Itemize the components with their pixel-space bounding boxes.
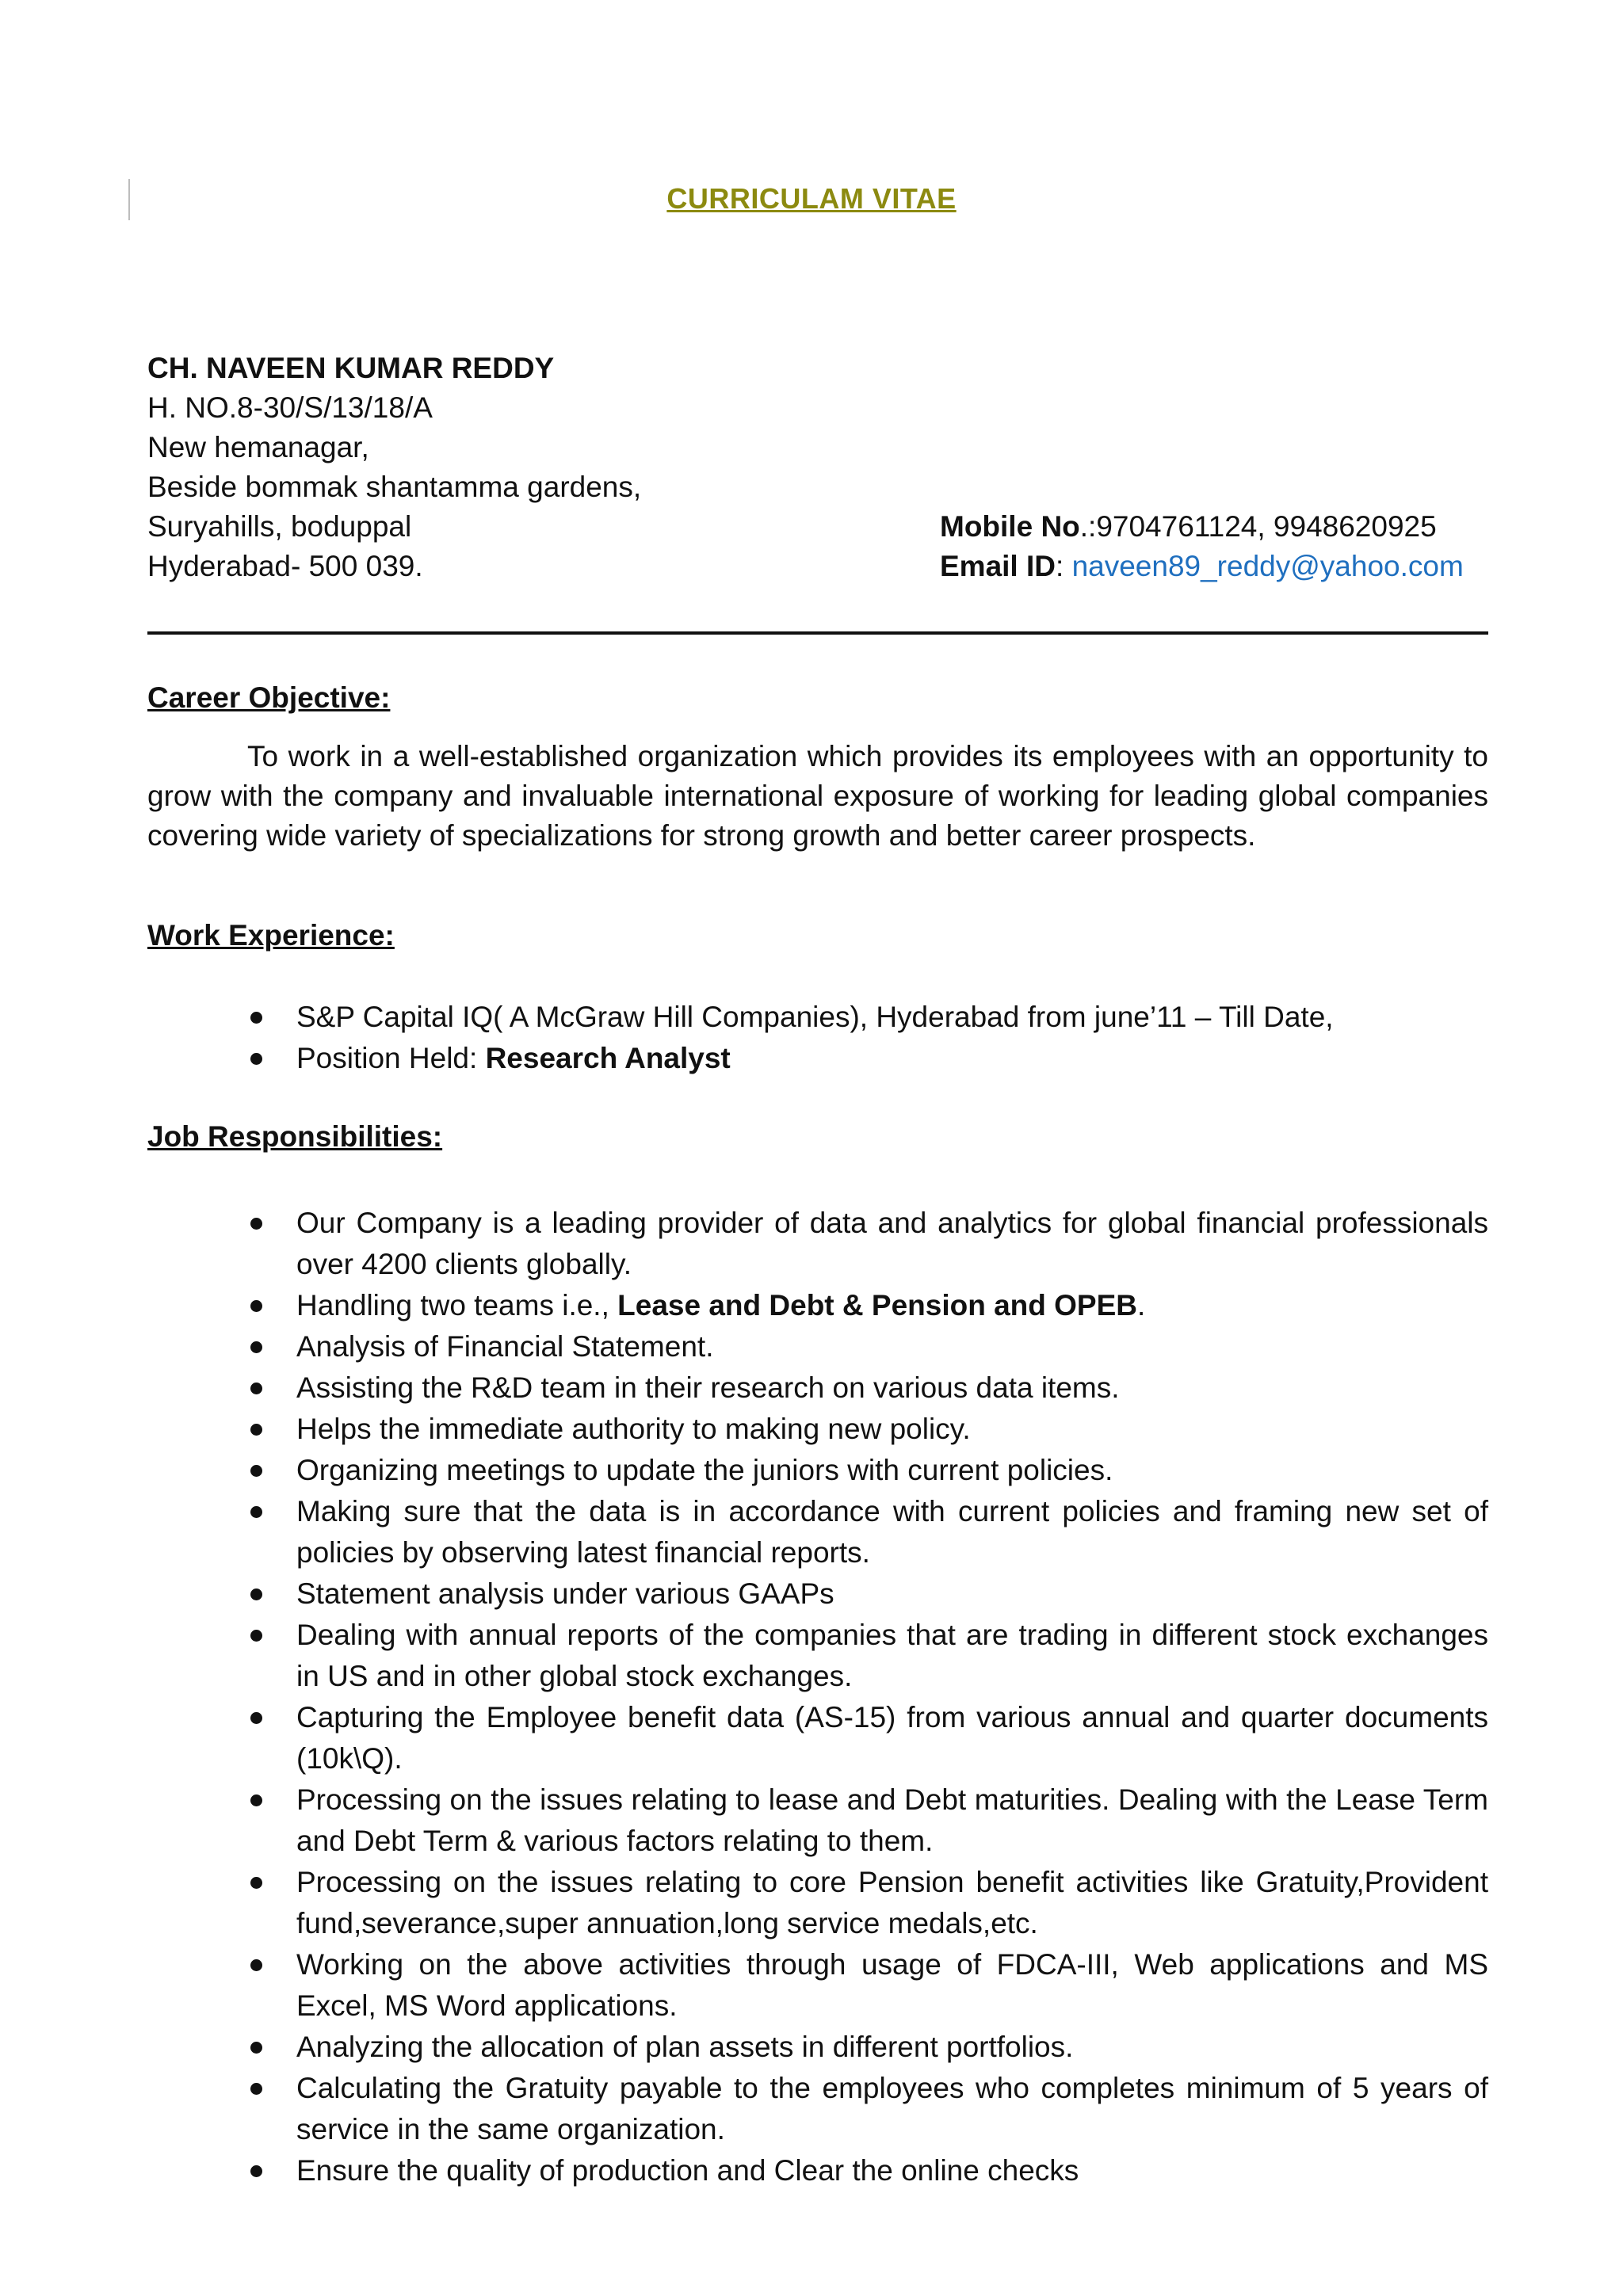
- list-item: [147, 1862, 1488, 1944]
- list-item: [147, 1367, 1488, 1409]
- list-item: [147, 1491, 1488, 1573]
- list-item: [147, 2068, 1488, 2150]
- email-link[interactable]: naveen89_reddy@yahoo.com: [1071, 550, 1464, 582]
- bullet-icon: [250, 1012, 262, 1024]
- list-item-text: Analysis of Financial Statement.: [296, 1330, 714, 1363]
- address-line: Suryahills, boduppal: [147, 510, 412, 543]
- address-line: H. NO.8-30/S/13/18/A: [147, 391, 433, 424]
- list-item-text: Handling two teams i.e.,: [296, 1289, 618, 1322]
- address-line: New hemanagar,: [147, 431, 369, 463]
- bullet-icon: [250, 1794, 262, 1806]
- list-item: [147, 1203, 1488, 1285]
- list-item: [147, 1615, 1488, 1697]
- bullet-icon: [250, 1218, 262, 1230]
- position-label: Position Held:: [296, 1042, 486, 1074]
- address-block: [147, 349, 641, 586]
- list-item: [147, 1944, 1488, 2027]
- bullet-icon: [250, 2042, 262, 2054]
- list-item-text: Dealing with annual reports of the companies that are trading in different stock exchanges in US and in other global stock exchanges.: [296, 1619, 1488, 1692]
- career-objective-heading: Career Objective:: [147, 681, 391, 714]
- list-item-text: Processing on the issues relating to core Pension benefit activities like Gratuity,Provident fund,severance,super annuation,long service medals,etc.: [296, 1866, 1488, 1939]
- list-item-text: Statement analysis under various GAAPs: [296, 1577, 834, 1610]
- list-item: [147, 2027, 1488, 2068]
- list-item: [147, 1779, 1488, 1862]
- list-item-bold: Lease and Debt & Pension and OPEB: [617, 1289, 1138, 1322]
- list-item-text: .: [1137, 1289, 1146, 1322]
- list-item: [147, 1450, 1488, 1491]
- list-item-text: Helps the immediate authority to making new policy.: [296, 1413, 971, 1445]
- company-text: S&P Capital IQ( A McGraw Hill Companies), Hyderabad from june’11 – Till Date,: [296, 1001, 1334, 1033]
- list-item: [147, 2150, 1488, 2191]
- list-item-text: Working on the above activities through usage of FDCA-III, Web applications and MS Excel, MS Word applications.: [296, 1948, 1488, 2022]
- address-line: Hyderabad- 500 039.: [147, 550, 423, 582]
- list-item: [147, 1285, 1488, 1326]
- list-item-text: Making sure that the data is in accordance with current policies and framing new set of policies by observing latest financial reports.: [296, 1495, 1488, 1569]
- bullet-icon: [250, 2083, 262, 2095]
- list-item: [147, 1573, 1488, 1615]
- bullet-icon: [250, 1589, 262, 1600]
- list-item-text: Analyzing the allocation of plan assets in different portfolios.: [296, 2031, 1074, 2063]
- bullet-icon: [250, 1053, 262, 1065]
- address-line: Beside bommak shantamma gardens,: [147, 471, 642, 503]
- bullet-icon: [250, 1383, 262, 1394]
- list-item-text: Assisting the R&D team in their research on various data items.: [296, 1371, 1120, 1404]
- list-item: [147, 1697, 1488, 1779]
- bullet-icon: [250, 1959, 262, 1971]
- bullet-icon: [250, 1300, 262, 1312]
- list-item-text: Organizing meetings to update the juniors with current policies.: [296, 1454, 1113, 1486]
- position-value: Research Analyst: [485, 1042, 731, 1074]
- mobile-label: Mobile No: [940, 510, 1080, 543]
- list-item-text: Ensure the quality of production and Clear the online checks: [296, 2154, 1079, 2187]
- job-responsibilities-heading: Job Responsibilities:: [147, 1120, 443, 1153]
- job-responsibilities-list: [147, 1203, 1488, 2191]
- bullet-icon: [250, 1465, 262, 1477]
- email-label: Email ID: [940, 550, 1056, 582]
- bullet-icon: [250, 1630, 262, 1642]
- list-item-text: Capturing the Employee benefit data (AS-15) from various annual and quarter documents (10k\Q).: [296, 1701, 1488, 1775]
- contact-block: [940, 507, 1464, 586]
- list-item: [147, 1326, 1488, 1367]
- list-item: [147, 1409, 1488, 1450]
- bullet-icon: [250, 1506, 262, 1518]
- bullet-icon: [250, 1877, 262, 1889]
- mobile-line: [940, 507, 1464, 547]
- candidate-name: CH. NAVEEN KUMAR REDDY: [147, 352, 555, 384]
- bullet-icon: [250, 1424, 262, 1436]
- bullet-icon: [250, 2165, 262, 2177]
- work-experience-heading: Work Experience:: [147, 919, 395, 952]
- horizontal-divider: [147, 631, 1488, 635]
- list-item: [147, 997, 1488, 1038]
- bullet-icon: [250, 1712, 262, 1724]
- list-item-text: Calculating the Gratuity payable to the employees who completes minimum of 5 years of service in the same organization.: [296, 2072, 1488, 2145]
- mobile-value: .:9704761124, 9948620925: [1079, 510, 1437, 543]
- email-separator: :: [1056, 550, 1072, 582]
- work-experience-list: [147, 997, 1488, 1079]
- list-item: [147, 1038, 1488, 1079]
- list-item-text: Our Company is a leading provider of data and analytics for global financial professionals over 4200 clients globally.: [296, 1207, 1488, 1280]
- bullet-icon: [250, 1341, 262, 1353]
- list-item-text: Processing on the issues relating to lease and Debt maturities. Dealing with the Lease Term and Debt Term & various factors relating to them.: [296, 1783, 1488, 1857]
- document-title: CURRICULAM VITAE: [666, 182, 957, 215]
- career-objective-text: To work in a well-established organization which provides its employees with an opportunity to grow with the company and invaluable international exposure of working for leading global companies covering wide variety of specializations for strong growth and better career prospects.: [147, 740, 1488, 852]
- email-line: [940, 547, 1464, 586]
